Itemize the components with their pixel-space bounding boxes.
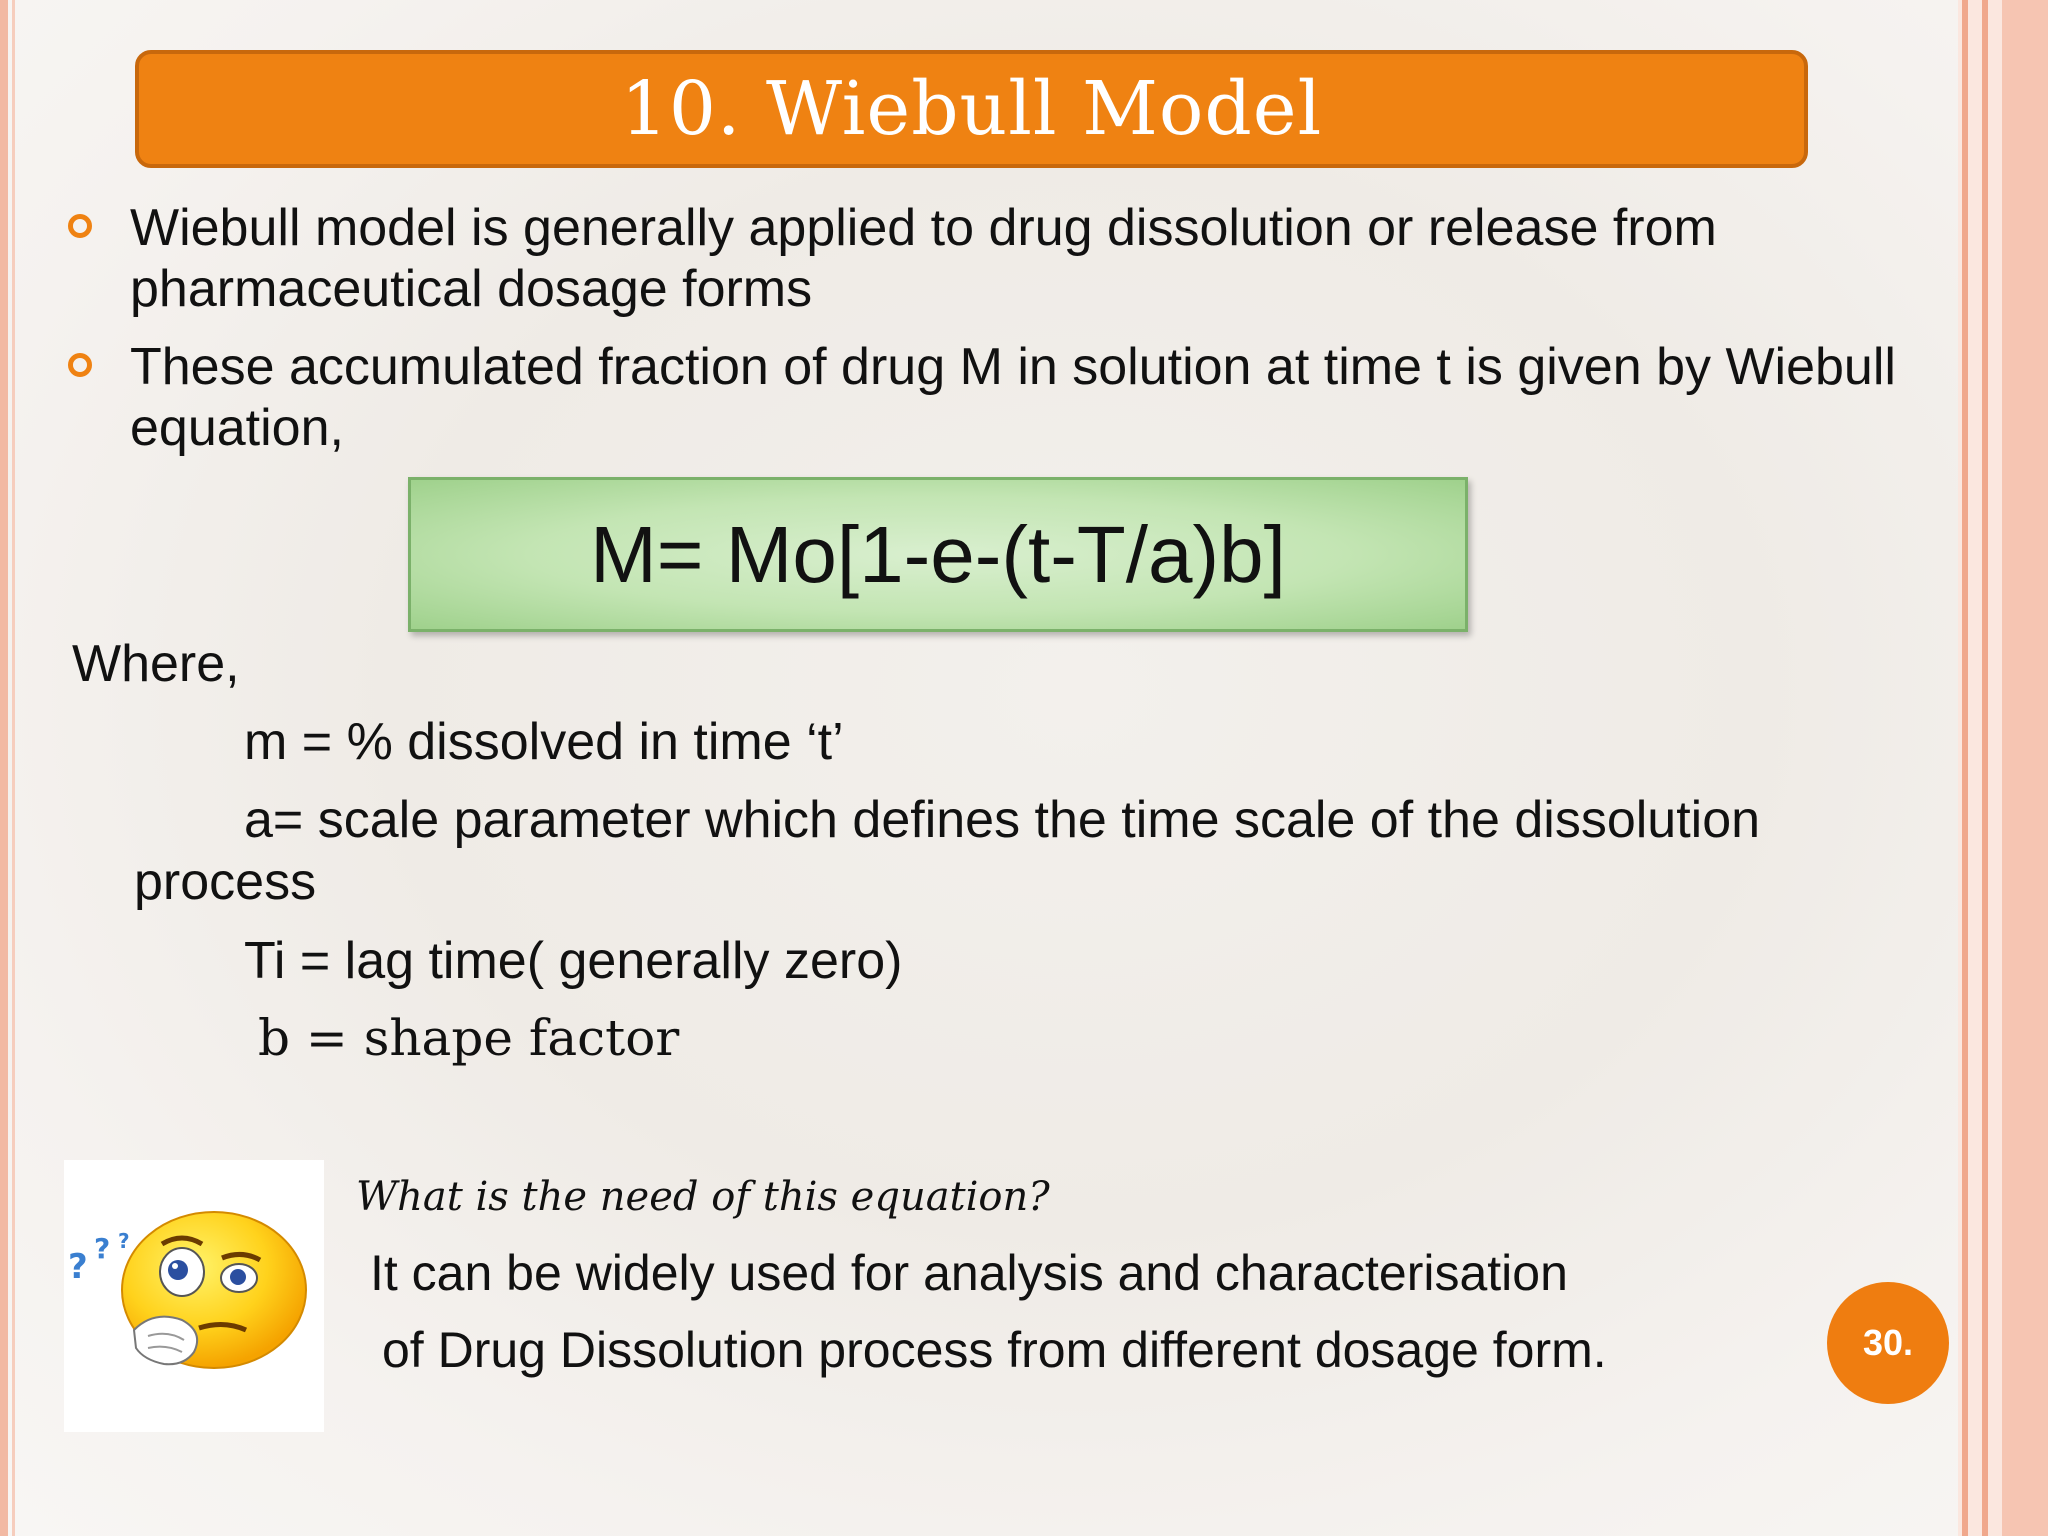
thinking-face-emoji-icon — [64, 1160, 324, 1432]
equation-box — [408, 477, 1468, 632]
definition-a: a= scale parameter which defines the time scale of the dissolution — [244, 791, 1761, 849]
bullet-item — [68, 198, 1940, 320]
question-text: What is the need of this equation? — [356, 1174, 1050, 1220]
svg-text:?: ? — [68, 1247, 88, 1287]
answer-line: of Drug Dissolution process from different dosage form. — [382, 1322, 1607, 1378]
page-number-badge — [1827, 1282, 1949, 1404]
left-border-line — [12, 0, 15, 1536]
definition-b: b = shape factor — [258, 1009, 680, 1067]
bullet-item — [68, 337, 1940, 459]
slide-title-bar — [135, 50, 1808, 168]
svg-text:?: ? — [94, 1232, 111, 1265]
orange-ring-bullet-icon — [68, 214, 92, 238]
page-number: 30. — [1862, 1322, 1914, 1363]
left-border-stripe — [0, 0, 8, 1536]
thinking-face-panel — [64, 1160, 324, 1432]
right-border-line — [1982, 0, 1988, 1536]
bullet-text: Wiebull model is generally applied to drug dissolution or release from pharmaceutical dosage forms — [130, 199, 1717, 318]
right-border-line — [1962, 0, 1968, 1536]
weibull-equation: M= Mo[1-e-(t-T/a)b] — [590, 509, 1286, 599]
definition-m: m = % dissolved in time ‘t’ — [244, 713, 844, 771]
answer-line: It can be widely used for analysis and characterisation — [370, 1245, 1568, 1301]
bullet-text: These accumulated fraction of drug M in solution at time t is given by Wiebull equation, — [130, 338, 1896, 457]
slide-title: 10. Wiebull Model — [620, 66, 1323, 152]
definition-a-continued: process — [134, 853, 317, 911]
orange-ring-bullet-icon — [68, 353, 92, 377]
svg-text:?: ? — [118, 1229, 130, 1253]
definition-ti: Ti = lag time( generally zero) — [244, 932, 903, 990]
where-label: Where, — [72, 635, 240, 693]
right-border-band — [2002, 0, 2048, 1536]
